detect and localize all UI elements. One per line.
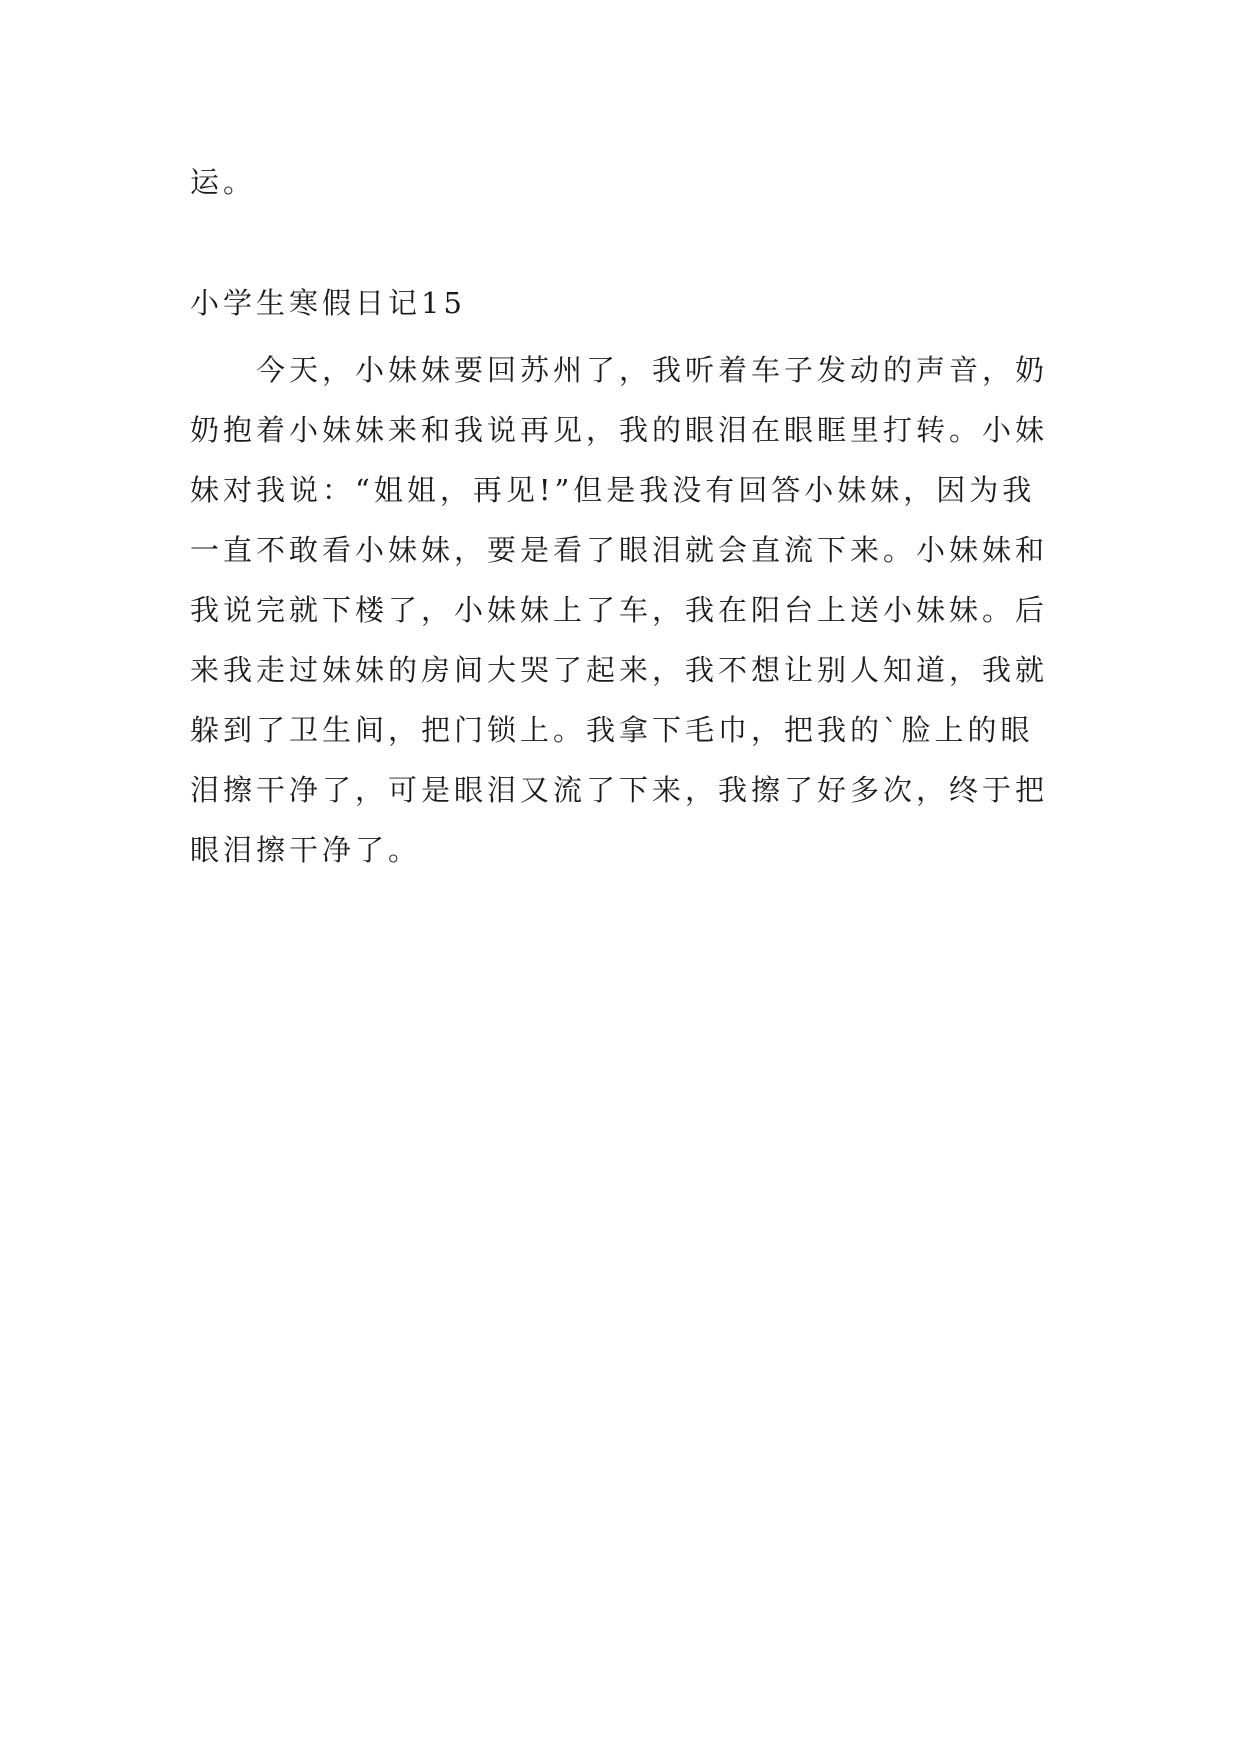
paragraph-line: 泪擦干净了，可是眼泪又流了下来，我擦了好多次，终于把: [190, 773, 1049, 807]
paragraph-line: 今天，小妹妹要回苏州了，我听着车子发动的声音，奶: [256, 353, 1049, 387]
paragraph-line: 眼泪擦干净了。: [190, 833, 422, 867]
diary-paragraph: [190, 340, 1060, 880]
diary-heading: 小学生寒假日记15: [190, 286, 466, 320]
paragraph-line: 躲到了卫生间，把门锁上。我拿下毛巾，把我的`脸上的眼: [190, 713, 1034, 747]
paragraph-line: 来我走过妹妹的房间大哭了起来，我不想让别人知道，我就: [190, 653, 1049, 687]
previous-paragraph-ending: 运。: [190, 165, 257, 199]
paragraph-line: 一直不敢看小妹妹，要是看了眼泪就会直流下来。小妹妹和: [190, 533, 1049, 567]
paragraph-line: 我说完就下楼了，小妹妹上了车，我在阳台上送小妹妹。后: [190, 593, 1049, 627]
paragraph-line: 妹对我说：“姐姐，再见!”但是我没有回答小妹妹，因为我: [190, 473, 1036, 507]
paragraph-line: 奶抱着小妹妹来和我说再见，我的眼泪在眼眶里打转。小妹: [190, 413, 1049, 447]
